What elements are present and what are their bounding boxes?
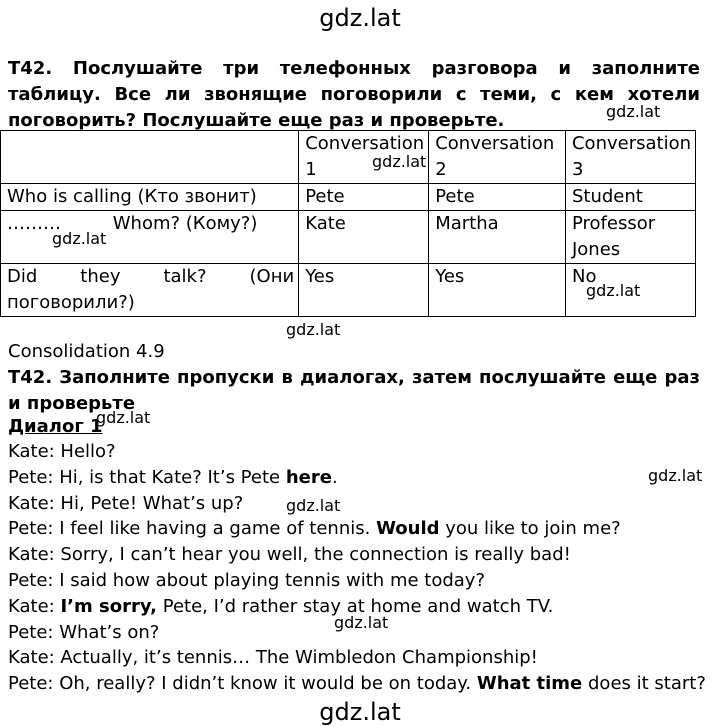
dialog-line bbox=[8, 516, 621, 542]
dialog-line-pre: Kate: Hello? bbox=[8, 441, 116, 462]
watermark: gdz.lat bbox=[372, 152, 427, 171]
task-t42-instructions: T42. Послушайте три телефонных разговора и заполните таблицу. Все ли звонящие поговорили с теми, с кем хотели поговорить? Послушайте еще раз и проверьте. bbox=[8, 58, 700, 131]
table-header-cell: Conversation 2 bbox=[429, 131, 566, 184]
dialog-line-pre: Kate: bbox=[8, 595, 61, 617]
watermark: gdz.lat bbox=[286, 496, 341, 515]
dialog-line bbox=[8, 465, 338, 491]
dialog-line-pre: Pete: I said how about playing tennis with me today? bbox=[8, 570, 485, 591]
dialog-line bbox=[8, 491, 243, 517]
label-word: Did bbox=[7, 266, 38, 287]
table-header-row bbox=[1, 131, 696, 184]
watermark: gdz.lat bbox=[586, 281, 641, 300]
watermark: gdz.lat bbox=[96, 408, 151, 427]
dialog-line bbox=[8, 671, 706, 697]
table-row-label-line1 bbox=[7, 264, 294, 290]
watermark: gdz.lat bbox=[286, 320, 341, 339]
task-t42-dialogs: T42. Заполните пропуски в диалогах, затем послушайте еще раз и проверьте bbox=[8, 367, 700, 414]
dialog-line-pre: Kate: Sorry, I can’t hear you well, the connection is really bad! bbox=[8, 544, 571, 566]
table-cell: Pete bbox=[429, 184, 566, 211]
dialog-line bbox=[8, 645, 538, 671]
table-cell: No bbox=[565, 264, 695, 317]
table-row-label bbox=[1, 264, 299, 317]
label-word: they bbox=[80, 266, 121, 287]
dialog-title: Диалог 1 bbox=[8, 416, 103, 437]
dialog-line-post: does it start? bbox=[582, 673, 706, 695]
table-row-label bbox=[1, 211, 299, 264]
label-word: (Они bbox=[249, 266, 295, 287]
watermark-bottom: gdz.lat bbox=[319, 698, 401, 726]
dialog-line-bold: I’m sorry, bbox=[60, 595, 158, 617]
table-row bbox=[1, 184, 696, 211]
watermark-top: gdz.lat bbox=[319, 4, 401, 32]
table-row-label: Who is calling (Кто звонит) bbox=[1, 184, 299, 211]
watermark: gdz.lat bbox=[52, 229, 107, 248]
table-row-label-text: Whom? (Кому?) bbox=[112, 213, 258, 234]
table-cell: Yes bbox=[299, 264, 429, 317]
dialog-line-pre: Pete: Oh, really? I didn’t know it would be on today. bbox=[8, 673, 477, 695]
table-row-label-line2: поговорили?) bbox=[7, 292, 135, 313]
dialog-line-bold: What time bbox=[476, 673, 583, 695]
watermark: gdz.lat bbox=[648, 466, 703, 485]
table-header-cell: Conversation 3 bbox=[565, 131, 695, 184]
dialog-line-post: you like to join me? bbox=[439, 518, 621, 540]
table-cell: Professor Jones bbox=[565, 211, 695, 264]
blank-dots: ……… bbox=[7, 213, 61, 234]
table-cell: Student bbox=[565, 184, 695, 211]
label-word: talk? bbox=[163, 266, 207, 287]
table-header-cell: Conversation 1 bbox=[299, 131, 429, 184]
dialog-line bbox=[8, 620, 159, 646]
dialog-line bbox=[8, 542, 571, 568]
table-cell: Pete bbox=[299, 184, 429, 211]
consolidation-heading: Consolidation 4.9 bbox=[8, 341, 165, 362]
dialog-line bbox=[8, 594, 553, 620]
table-cell: Martha bbox=[429, 211, 566, 264]
table-cell: Kate bbox=[299, 211, 429, 264]
table-cell: Yes bbox=[429, 264, 566, 317]
dialog-line-bold: Would bbox=[376, 518, 440, 540]
dialog-line-post: Pete, I’d rather stay at home and watch TV. bbox=[157, 595, 554, 617]
watermark: gdz.lat bbox=[334, 613, 389, 632]
dialog-line-pre: Kate: Actually, it’s tennis… The Wimbledon Championship! bbox=[8, 647, 538, 669]
dialog-line bbox=[8, 439, 116, 465]
dialog-line-pre: Pete: Hi, is that Kate? It’s Pete bbox=[8, 466, 286, 488]
dialog-line-post: . bbox=[331, 466, 338, 488]
dialog-line bbox=[8, 568, 485, 594]
table-header-cell bbox=[1, 131, 299, 184]
dialog-line-pre: Pete: I feel like having a game of tennis. bbox=[8, 518, 377, 540]
dialog-line-bold: here bbox=[285, 466, 332, 488]
watermark: gdz.lat bbox=[606, 102, 661, 121]
dialog-line-pre: Kate: Hi, Pete! What’s up? bbox=[8, 492, 244, 514]
dialog-line-pre: Pete: What’s on? bbox=[8, 621, 160, 643]
